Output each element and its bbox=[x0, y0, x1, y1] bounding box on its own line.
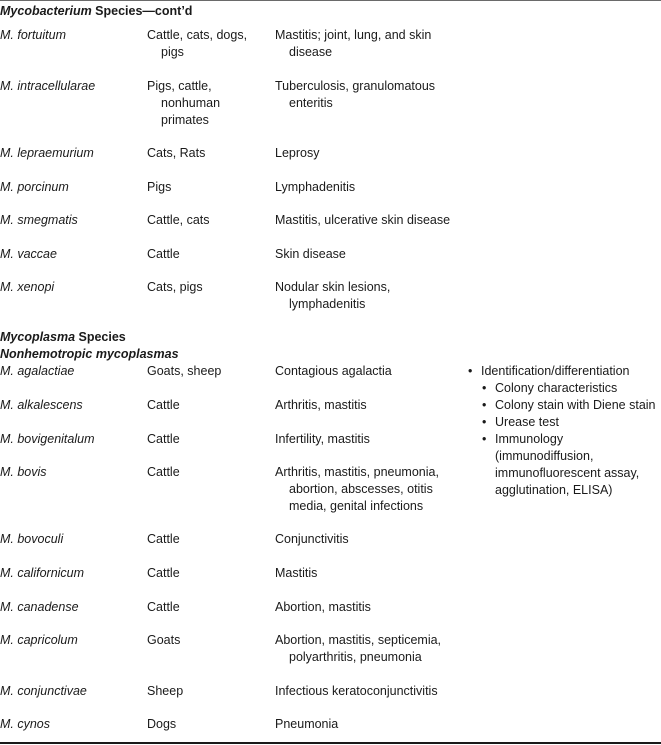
disease-list-line: Mastitis bbox=[275, 566, 318, 580]
host-list-line: Goats, sheep bbox=[147, 364, 222, 378]
diagnostic-item bbox=[467, 380, 656, 397]
disease-list-line: abortion, abscesses, otitis bbox=[289, 482, 433, 496]
disease-list-line: Infertility, mastitis bbox=[275, 432, 370, 446]
host-list bbox=[147, 27, 267, 61]
disease-list-line: Mastitis, ulcerative skin disease bbox=[275, 213, 451, 227]
host-list-line: Pigs, cattle, bbox=[147, 79, 212, 93]
host-list-line: pigs bbox=[161, 45, 184, 59]
disease-list-line: Nodular skin lesions, bbox=[275, 280, 391, 294]
disease-list-line: disease bbox=[289, 45, 333, 59]
host-list-line: Sheep bbox=[147, 684, 184, 698]
diagnostic-item bbox=[467, 482, 656, 499]
host-list bbox=[147, 78, 267, 129]
host-list-line: Cats, Rats bbox=[147, 146, 206, 160]
species-name: M. lepraemurium bbox=[0, 146, 94, 160]
diagnostic-item-text: agglutination, ELISA) bbox=[495, 483, 613, 497]
species-name: M. bovis bbox=[0, 465, 47, 479]
disease-list bbox=[275, 246, 460, 263]
disease-list bbox=[275, 279, 460, 313]
disease-list-line: Conjunctivitis bbox=[275, 532, 349, 546]
disease-list bbox=[275, 397, 460, 414]
disease-list-line: Pneumonia bbox=[275, 717, 339, 731]
diagnostic-item-text: Urease test bbox=[495, 415, 559, 429]
host-list bbox=[147, 632, 267, 649]
host-list-line: Cattle bbox=[147, 532, 180, 546]
subheading-nonhemotropic: Nonhemotropic mycoplasmas bbox=[0, 347, 179, 361]
host-list bbox=[147, 145, 267, 162]
disease-list bbox=[275, 145, 460, 162]
bullet-icon: • bbox=[468, 364, 473, 378]
disease-list bbox=[275, 565, 460, 582]
species-name: M. agalactiae bbox=[0, 364, 75, 378]
species-name: M. bovoculi bbox=[0, 532, 64, 546]
bullet-icon: • bbox=[482, 398, 487, 412]
species-name: M. capricolum bbox=[0, 633, 78, 647]
host-list-line: Cattle bbox=[147, 247, 180, 261]
bullet-icon: • bbox=[482, 415, 487, 429]
host-list bbox=[147, 363, 267, 380]
disease-list-line: media, genital infections bbox=[289, 499, 424, 513]
disease-list bbox=[275, 531, 460, 548]
disease-list-line: Contagious agalactia bbox=[275, 364, 392, 378]
disease-list bbox=[275, 363, 460, 380]
diagnostic-item bbox=[467, 397, 656, 414]
diagnostic-item bbox=[467, 465, 656, 482]
disease-list-line: Arthritis, mastitis bbox=[275, 398, 367, 412]
host-list bbox=[147, 212, 267, 229]
species-name: M. xenopi bbox=[0, 280, 55, 294]
disease-list bbox=[275, 27, 460, 61]
diagnostic-item-text: Colony stain with Diene stain bbox=[495, 398, 656, 412]
disease-list bbox=[275, 212, 460, 229]
host-list-line: Pigs bbox=[147, 180, 172, 194]
host-list-line: Goats bbox=[147, 633, 181, 647]
host-list-line: Cattle bbox=[147, 465, 180, 479]
host-list bbox=[147, 397, 267, 414]
host-list-line: primates bbox=[161, 113, 209, 127]
species-name: M. vaccae bbox=[0, 247, 57, 261]
disease-list bbox=[275, 683, 460, 700]
host-list bbox=[147, 279, 267, 296]
species-name: M. cynos bbox=[0, 717, 51, 731]
bullet-icon: • bbox=[482, 381, 487, 395]
host-list-line: Cattle bbox=[147, 600, 180, 614]
section-heading-mycoplasma: Mycoplasma Species bbox=[0, 330, 126, 344]
diagnostic-item bbox=[467, 431, 656, 448]
disease-list bbox=[275, 431, 460, 448]
diagnostic-methods-list bbox=[467, 363, 656, 499]
disease-list-line: Abortion, mastitis, septicemia, bbox=[275, 633, 442, 647]
disease-list-line: Arthritis, mastitis, pneumonia, bbox=[275, 465, 439, 479]
disease-list bbox=[275, 179, 460, 196]
table-top-rule bbox=[0, 0, 661, 1]
table-bottom-rule bbox=[0, 742, 661, 744]
disease-list-line: Abortion, mastitis bbox=[275, 600, 371, 614]
species-name: M. alkalescens bbox=[0, 398, 83, 412]
species-name: M. californicum bbox=[0, 566, 85, 580]
species-name: M. porcinum bbox=[0, 180, 69, 194]
host-list bbox=[147, 599, 267, 616]
disease-list bbox=[275, 78, 460, 112]
diagnostic-item-text: (immunodiffusion, bbox=[495, 449, 594, 463]
host-list bbox=[147, 431, 267, 448]
disease-list-line: lymphadenitis bbox=[289, 297, 366, 311]
disease-list-line: Mastitis; joint, lung, and skin bbox=[275, 28, 432, 42]
disease-list bbox=[275, 632, 460, 666]
disease-list-line: Infectious keratoconjunctivitis bbox=[275, 684, 438, 698]
species-name: M. intracellularae bbox=[0, 79, 96, 93]
diagnostic-item-text: Colony characteristics bbox=[495, 381, 618, 395]
disease-list-line: Lymphadenitis bbox=[275, 180, 356, 194]
host-list-line: Cats, pigs bbox=[147, 280, 203, 294]
host-list-line: Cattle bbox=[147, 398, 180, 412]
host-list bbox=[147, 464, 267, 481]
host-list bbox=[147, 565, 267, 582]
section-heading-mycobacterium: Mycobacterium Species—cont’d bbox=[0, 4, 193, 18]
species-name: M. smegmatis bbox=[0, 213, 78, 227]
host-list bbox=[147, 531, 267, 548]
species-name: M. fortuitum bbox=[0, 28, 66, 42]
species-name: M. conjunctivae bbox=[0, 684, 87, 698]
host-list bbox=[147, 246, 267, 263]
diagnostic-item-text: Immunology bbox=[495, 432, 564, 446]
disease-list bbox=[275, 716, 460, 733]
host-list-line: nonhuman bbox=[161, 96, 221, 110]
species-name: M. bovigenitalum bbox=[0, 432, 95, 446]
host-list-line: Cattle bbox=[147, 432, 180, 446]
disease-list bbox=[275, 599, 460, 616]
disease-list-line: polyarthritis, pneumonia bbox=[289, 650, 422, 664]
host-list bbox=[147, 179, 267, 196]
host-list bbox=[147, 716, 267, 733]
diagnostic-heading: • Identification/differentiation bbox=[468, 364, 630, 378]
diagnostic-item-text: immunofluorescent assay, bbox=[495, 466, 640, 480]
diagnostic-item bbox=[467, 448, 656, 465]
disease-list bbox=[275, 464, 460, 515]
disease-list-line: Skin disease bbox=[275, 247, 346, 261]
species-name: M. canadense bbox=[0, 600, 79, 614]
host-list-line: Cattle bbox=[147, 566, 180, 580]
host-list bbox=[147, 683, 267, 700]
disease-list-line: enteritis bbox=[289, 96, 333, 110]
disease-list-line: Tuberculosis, granulomatous bbox=[275, 79, 436, 93]
bullet-icon: • bbox=[482, 432, 487, 446]
host-list-line: Dogs bbox=[147, 717, 177, 731]
host-list-line: Cattle, cats bbox=[147, 213, 210, 227]
disease-list-line: Leprosy bbox=[275, 146, 320, 160]
diagnostic-item bbox=[467, 414, 656, 431]
host-list-line: Cattle, cats, dogs, bbox=[147, 28, 248, 42]
